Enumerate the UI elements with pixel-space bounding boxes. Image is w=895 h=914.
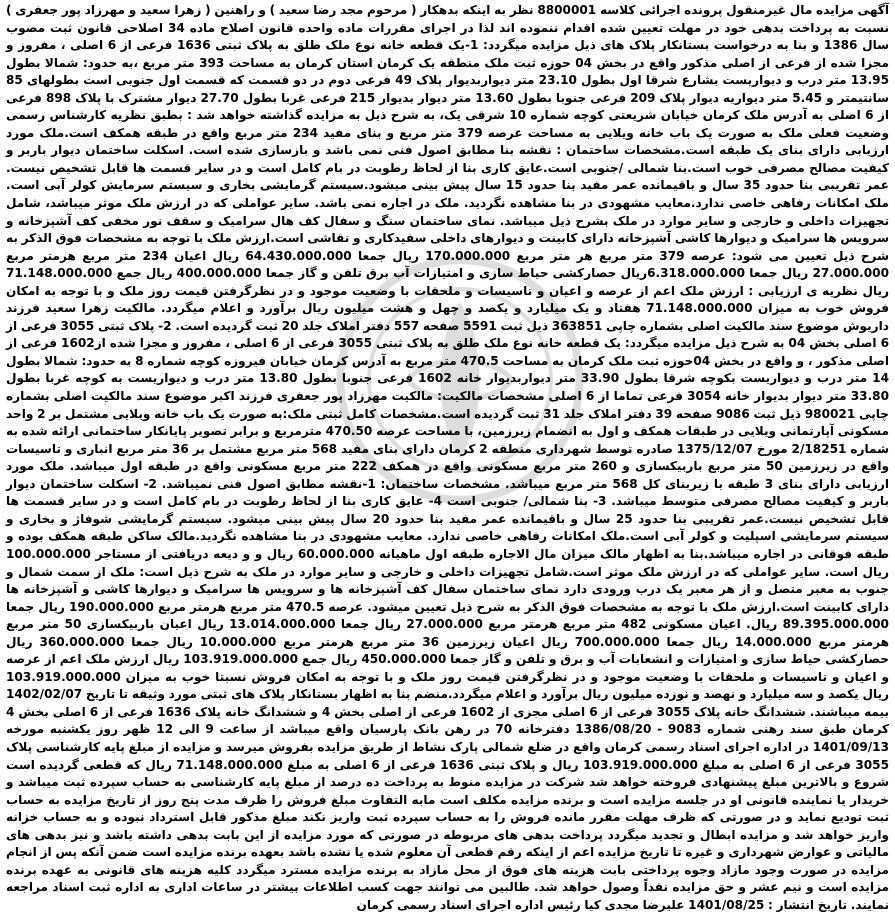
auction-notice-text: آگهی مزایده مال غیرمنقول پرونده اجرائی کلاسه 8800001 نظر به اینکه بدهکار ( مرحوم مجد رضا سعید ) و راهنین ( زهرا سعید و مهرزاد پور جعفری ) نسبت به پرداخت بدهی خود در مهلت تعیین شده اقدام ننموده اند لذا در اجرای مقررات ماده واحده قانون اصلاح ماده 34 اصلاحی قانون ثبت مصوب سال 1386 و بنا به درخواست بستانکار پلاک های ذیل مزایده میگردد: 1-یک قطعه خانه نوع ملک طلق به پلاک ثبتی 1636 فرعی از 6 اصلی ، مفروز و مجزا شده از فرعی از اصلی مذکور واقع در بخش 04 حوزه ثبت ملک منطقه یک کرمان استان کرمان به مساحت 393 متر مربع ،به حدود: شمالا بطول 13.95 متر درب و دیواریست بشارع شرقا اول بطول 23.10 متر دیواربدیوار پلاک 49 فرعی دوم در دو قسمت که قسمت اول جنوبی است بطولهای 85 سانتیمتر و 5.45 متر دیواریه دیوار پلاک 209 فرعی جنوبا بطول 13.60 متر دیوار بدیوار 215 فرعی غربا بطول 27.70 دیوار مشترک با پلاک 898 فرعی از 6 اصلی به آدرس ملک کرمان خیابان شریعتی کوچه شماره 10 شرقی یک، به شرح ذیل به مزایده گذاشته خواهد شد : بطبق نظریه کارشناس رسمی وضعیت فعلی ملک به صورت یک باب خانه ویلایی به مساحت عرصه 379 متر مربع و بنای مفید 234 متر مربع واقع در طبقه همکف است.ملک مورد ارزیابی دارای بنای یک طبقه است.مشخصات ساختمان : نقشه بنا مطابق اصول فنی نمی باشد و بازسازی شده است. اسکلت ساختمان دیوار باربر و کیفیت مصالح مصرفی خوب است.بنا شمالی /جنوبی است.عایق کاری بنا از لحاظ رطوبت در بام کامل است و در سایر قسمت ها قابل تشخیص نیست. عمر تقریبی بنا حدود 35 سال و باقیمانده عمر مفید بنا حدود 15 سال پیش بینی میشود.سیستم گرمایشی بخاری و سیستم سرمایش کولر آبی است. ملک امکانات رفاهی خاصی ندارد.معایب مشهودی در بنا مشاهده نگردید. ملک در اجاره نمی باشد. سایر عواملی که در ارزش ملک موثر میباشد، شامل تجهیزات داخلی و خارجی و سایر موارد در ملک بشرح ذیل میباشد. نمای ساختمان سنگ و سفال کف هال سرامیک و سقف نور مخفی کف آشپزخانه و سرویس ها سرامیک و دیوارها کاشی آشپزخانه دارای کابینت و دیوارهای داخلی سفیدکاری و نقاشی است.ارزش ملک با توجه به مشخصات فوق الذکر به شرح ذیل تعیین می شود: عرصه 379 متر مربع هر متر مربع 170.000.000 ریال جمعا 64.430.000.000 ریال اعیان 234 متر مربع هرمتر مربع 27.000.000 ریال جمعا 6.318.000.000ریال حصارکشی حیاط سازی و امتیازات آب برق تلفن و گاز جمعا 400.000.000 ریال جمع 71.148.000.000 ریال نظریه ی ارزیابی : ارزش ملک اعم از عرصه و اعیان و تاسیسات و ملحقات با وضعیت موجود و در نظرگرفتن قیمت روز ملک و با توجه به امکان فروش خوب به میزان 71.148.000.000 هفتاد و یک میلیارد و یکصد و چهل و هشت میلیون ریال برآورد و اعلام میگردد. مالکیت زهرا سعید فرزند داریوش موضوع سند مالکیت اصلی بشماره چاپی 363851 ذیل ثبت 5591 صفحه 557 دفتر املاک جلد 20 ثبت گردیده است. 2- پلاک ثبتی 3055 فرعی از 6 اصلی بخش 04 به شرح ذیل مزایده میگردد: یک قطعه خانه نوع ملک طلق به پلاک ثبتی 3055 فرعی از 6 اصلی ، مفروز و مجزا شده از1602 فرعی از اصلی مذکور ، و واقع در بخش 04حوزه ثبت ملک کرمان به مساحت 470.5 متر مربع به آدرس کرمان خیابان فیروزه کوچه شماره 8 به حدود: شمالا بطول 14 متر درب و دیواریست بکوچه شرقا بطول 33.90 متر دیواربدیوار خانه 1602 فرعی جنوبا بطول 13.80 متر درب و دیواریست به کوچه غربا بطول 33.80 متر دیوار بدیوار خانه 3054 فرعی تماما از 6 اصلی مشخصات مالکیت: مالکیت مهرزاد پور جعفری فرزند اکبر موضوع سند مالکیت اصلی بشماره چاپی 980021 ذیل ثبت 9086 صفحه 39 دفتر املاک جلد 31 ثبت گردیده است.مشخصات کامل ثبتی ملک:به صورت یک باب خانه ویلایی مشتمل بر 2 واحد مسکونی آپارتمانی ویلایی در طبقات همکف و اول به انضمام زیرزمین، با مساحت عرصه 470.50 مترمربع و برابر تصویر پایانکار ساختمانی ارائه شده به شماره 2/18251 مورخ 1375/12/07 صادره توسط شهرداری منطقه 2 کرمان دارای بنای مفید 568 متر مربع مشتمل بر 36 متر مربع انباری و تاسیسات واقع در زیرزمین 50 متر مربع باربیکسازی و 260 متر مربع مسکونی واقع در همکف 222 متر مربع مسکونی واقع در طبقه اول میباشد. ملک مورد ارزیابی دارای بنای 3 طبقه با زیربنای کل 568 متر مربع میباشد. مشخصات ساختمان: 1-نقشه مطابق اصول فنی نمیباشد. 2- اسکلت ساختمان دیوار باربر و کیفیت مصالح مصرفی متوسط میباشد. 3- بنا شمالی/ جنوبی است 4- عایق کاری بنا از لحاظ رطوبت در بام کامل است و در سایر قسمت ها قابل تشخیص نیست.عمر تقریبی بنا حدود 25 سال و باقیمانده عمر مفید بنا حدود 20 سال پیش بینی میشود. سیستم گرمایشی شوفاژ و بخاری و سیستم سرمایشی اسپلیت و کولر آبی است.ملک امکانات رفاهی خاصی ندارد. معایب مشهودی در بنا مشاهده نگردید.مالک ساکن طبقه همکف بوده و طبقه فوقانی در اجاره میباشد.بنا به اظهار مالک میزان مال الاجاره طبقه اول ماهیانه 60.000.000 ریال و و دیعه دریافتی از مستاجر 100.000.000 ریال است. سایر عواملی که در ارزش ملک موثر است.شامل تجهیزات داخلی و خارجی و سایر موارد در ملک به شرح ذیل است: ملک از سمت شمال و جنوب به معبر متصل و از هر معبر یک درب ورودی دارد نمای ساختمان سفال کف آشپزخانه ها و سرویس ها سرامیک و دیوارها کاشی و آشپزخانه ها دارای کابینت است.ارزش ملک با توجه به مشخصات فوق الذکر به شرح ذیل تعیین میشود. عرصه 470.5 متر مربع هرمتر مربع 190.000.000 ریال جمعا 89.395.000.000 ریال. اعیان مسکونی 482 متر مربع هرمتر مربع 27.000.000 ریال جمعا 13.014.000.000 ریال اعیان باربیکسازی 50 متر مربع هرمتر مربع 14.000.000 ریال جمعا 700.000.000 ریال اعیان زیرزمین 36 متر مربع هرمتر مربع 10.000.000 ریال جمعا 360.000.000 ریال حصارکشی حیاط سازی و امتیازات و انشعابات آب و برق و تلفن و گاز جمعا 450.000.000 ریال جمع 103.919.000.000 ریال ارزش ملک اعم از عرصه و اعیان و تاسیسات و ملحقات با وضعیت موجود و در نظرگرفتن قیمت روز ملک و با توجه به امکان فروش نسبتا خوب به میزان 103.919.000.000 ریال یکصد و سه میلیارد و نهصد و نوزده میلیون ریال برآورد و اعلام میگردد.منضم بنا به اظهار بستانکار پلاک های ثبتی مورد وثیقه تا تاریخ 1402/02/07 بیمه میباشند. ششدانگ خانه پلاک 3055 فرعی از 6 اصلی مجزی از 1602 فرعی از اصلی بخش 4 و ششدانگ خانه پلاک 1636 فرعی از 6 اصلی بخش 4 کرمان طبق سند رهنی شماره 9083 - 1386/08/20 دفترخانه 70 در رهن بانک پارسیان واقع میباشد از ساعت 9 الی 12 ظهر روز یکشنبه مورخه 1401/09/13 در اداره اجرای اسناد رسمی کرمان واقع در ضلع شمالی پارک نشاط از طریق مزایده بفروش میرسد و مزایده از مبلغ پایه کارشناسی پلاک 3055 فرعی از 6 اصلی به مبلغ 103.919.000.000 ریال و پلاک ثبتی 1636 فرعی از 6 اصلی به مبلغ 71.148.000.000 ریال که قطعی گردیده است شروع و بالاترین مبلغ پیشنهادی فروخته خواهد شد شرکت در مزایده منوط به پرداخت ده درصد از مبلغ پایه کارشناسی به حساب سپرده ثبت میباشد و خریدار یا نماینده قانونی او در جلسه مزایده است و برنده مزایده مکلف است مابه التفاوت مبلغ فروش را ظرف مدت پنج روز از تاریخ مزایده به حساب ثبت تودیع نماید و در صورتی که ظرف مهلت مقرر مانده فروش را به حساب سپرده ثبت واریز نکند مبلغ مذکور قابل استرداد نبوده و به حساب خزانه واریز خواهد شد و مزایده ابطال و تجدید میگردد پرداخت بدهی های مربوطه در صورتی که مورد مزایده از این بابت بدهی داشته باشد و نیز بدهی های مالیاتی و عوارض شهرداری و غیره تا تاریخ مزایده اعم از اینکه رقم قطعی آن معلوم شده یا نشده باشد بعهده برنده مزایده است ضمن آنکه پس از انجام مزایده در صورت وجود مازاد وجوه پرداختی بابت هزینه های فوق از محل مازاد به برنده مزایده مسترد میگردد کلیه هزینه های قانونی به عهده برنده مزایده است و نیم عشر و حق مزایده نقداً وصول خواهد شد. طالبین می توانند جهت کسب اطلاعات بیشتر در ساعات اداری به اداره ثبت اسناد مراجعه نمایند. تاریخ انتشار : 1401/08/25 علیرضا مجدی کیا رئیس اداره اجرای اسناد رسمی کرمان — [6, 3, 890, 912]
